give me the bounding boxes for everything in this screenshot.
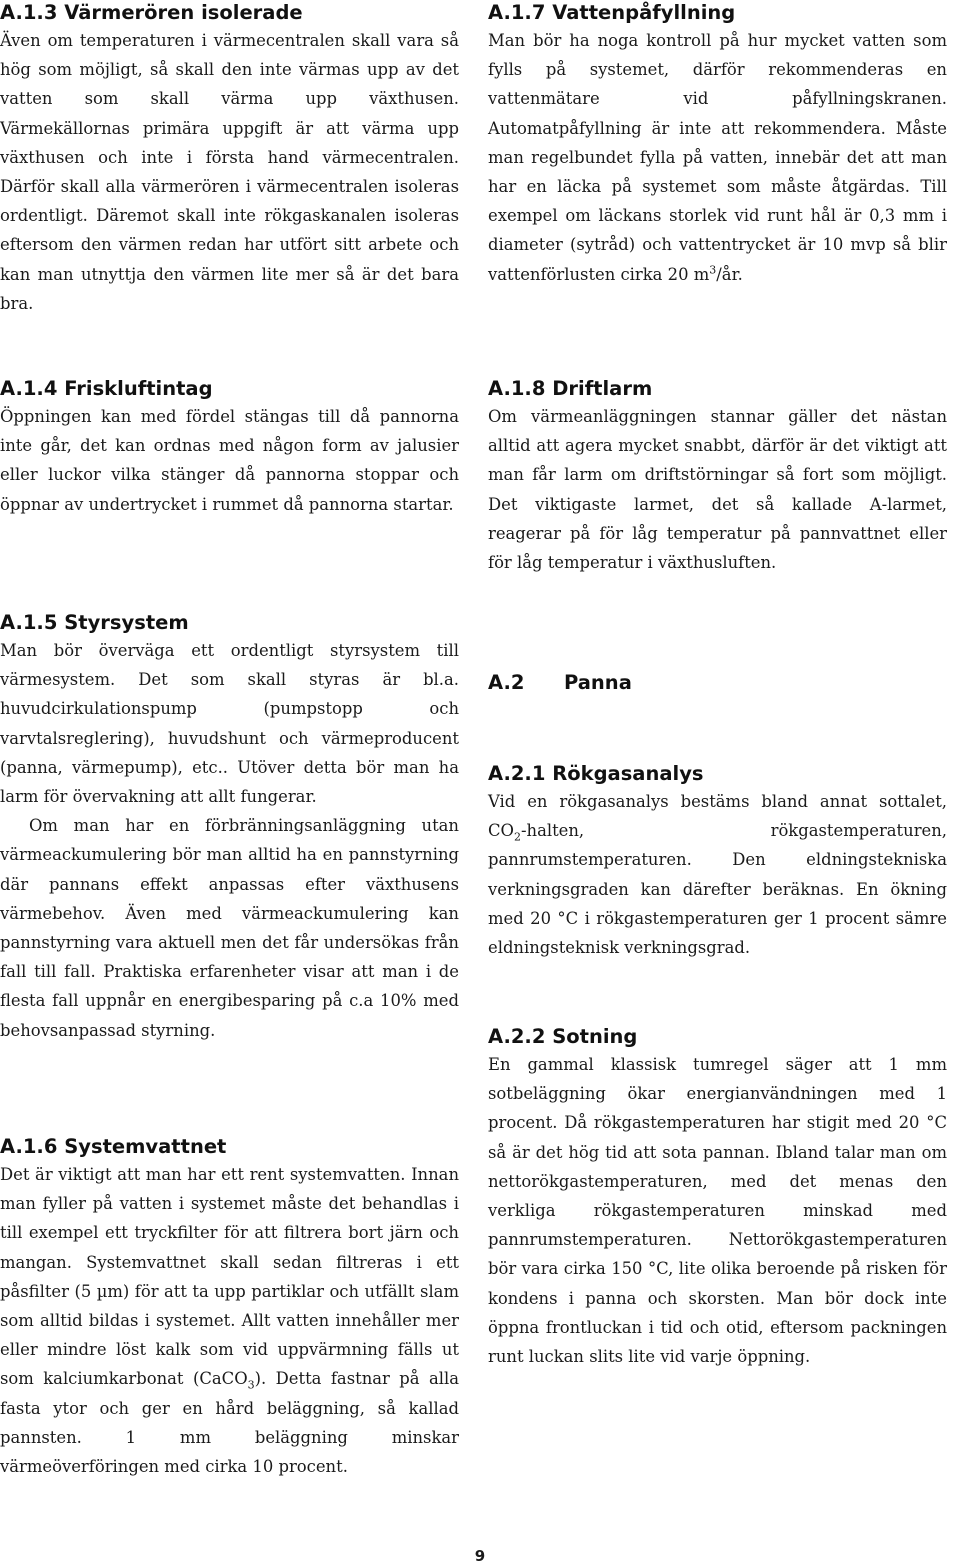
section-title: Vattenpåfyllning [552, 1, 736, 24]
section-number: A.1.8 [488, 377, 546, 400]
section-number: A.2.1 [488, 762, 546, 785]
section-heading [488, 0, 947, 26]
section-heading [488, 761, 947, 787]
section-a16 [0, 1134, 459, 1481]
paragraph: Om värmeanläggningen stannar gäller det nästan alltid att agera mycket snabbt, därför är det viktigt att man får larm om driftstörningar så fort som möjligt. Det viktigaste larmet, det så kallade A-larmet, reagerar på för låg temperatur på pannvattnet eller för låg temperatur i växthusluften. [488, 407, 947, 573]
section-heading [0, 376, 459, 402]
section-number: A.1.5 [0, 611, 58, 634]
section-a22 [488, 1024, 947, 1371]
paragraph: Man bör överväga ett ordentligt styrsystem till värmesystem. Det som skall styras är bl.a. huvudcirkulationspump (pumpstopp och varvtalsreglering), huvudshunt och värmeproducent (panna, värmepump), etc.. Utöver detta bör man ha larm för övervakning att allt fungerar. [0, 641, 459, 807]
paragraph: Öppningen kan med fördel stängas till då pannorna inte går, det kan ordnas med någon form av jalusier eller luckor vilka stänger då pannorna stoppar och öppnar av undertrycket i rummet då pannorna startar. [0, 407, 459, 514]
section-number: A.1.7 [488, 1, 546, 24]
section-title: Systemvattnet [64, 1135, 227, 1158]
superscript: 3 [709, 263, 717, 277]
section-title: Driftlarm [552, 377, 653, 400]
section-number: A.1.3 [0, 1, 58, 24]
page-number: 9 [474, 1547, 486, 1565]
paragraph: Även om temperaturen i värmecentralen skall vara så hög som möjligt, så skall den inte värmas upp av det vatten som skall värma upp växthusen. Värmekällornas primära uppgift är att värma upp växthusen och inte i första hand värmecentralen. Därför skall alla värmerören i värmecentralen isoleras ordentligt. Däremot skall inte rökgaskanalen isoleras eftersom den värmen redan har utfört sitt arbete och kan man utnyttja den värmen lite mer så är det bara bra. [0, 31, 459, 313]
section-number: A.1.6 [0, 1135, 58, 1158]
paragraph: En gammal klassisk tumregel säger att 1 mm sotbeläggning ökar energianvändningen med 1 procent. Då rökgastemperaturen har stigit med 20 °C så är det hög tid att sota pannan. Ibland talar man om nettorökgastemperaturen, med det menas den verkliga rökgastemperaturen minskad med pannrumstemperaturen. Nettorökgastemperaturen bör vara cirka 150 °C, lite olika beroende på risken för kondens i panna och skorsten. Man bör dock inte öppna frontluckan i tid och otid, eftersom packningen runt luckan slits lite vid varje öppning. [488, 1055, 947, 1367]
paragraph [0, 1160, 459, 1481]
section-a21 [488, 761, 947, 962]
section-number: A.2 [488, 671, 525, 694]
subscript: 3 [247, 1378, 255, 1392]
section-number: A.1.4 [0, 377, 58, 400]
section-title: Styrsystem [64, 611, 189, 634]
section-title: Rökgasanalys [552, 762, 704, 785]
section-a13 [0, 0, 459, 318]
text-run: ). Detta fastnar på alla fasta ytor och ger en hård beläggning, så kallad pannsten. 1 mm beläggning minskar värmeöverföringen med cirka 10 procent. [0, 1369, 459, 1477]
section-title: Friskluftintag [64, 377, 213, 400]
section-heading [488, 670, 947, 696]
section-title: Sotning [552, 1025, 638, 1048]
paragraph [488, 787, 947, 962]
section-a2 [488, 670, 947, 696]
text-run: Det är viktigt att man har ett rent systemvatten. Innan man fyller på vatten i systemet måste det behandlas i till exempel ett tryckfilter för att filtrera bort järn och mangan. Systemvattnet skall sedan filtreras i ett påsfilter (5 µm) för att ta upp partiklar och utfällt slam som alltid bildas i systemet. Allt vatten innehåller mer eller mindre löst kalk som vid uppvärmning fälls ut som kalciumkarbonat (CaCO [0, 1165, 459, 1389]
subscript: 2 [513, 830, 521, 844]
section-a18 [488, 376, 947, 577]
section-a15 [0, 610, 459, 1045]
text-run: Man bör ha noga kontroll på hur mycket vatten som fylls på systemet, därför rekommenderas en vattenmätare vid påfyllningskranen. Automatpåfyllning är inte att rekommendera. Måste man regelbundet fylla på vatten, innebär det att man har en läcka på systemet som måste åtgärdas. Till exempel om läckans storlek vid runt hål är 0,3 mm i diameter (sytråd) och vattentrycket är 10 mvp så blir vattenförlusten cirka 20 m [488, 31, 947, 284]
paragraph [488, 26, 947, 289]
section-a17 [488, 0, 947, 289]
section-title: Värmerören isolerade [64, 1, 303, 24]
section-heading [488, 1024, 947, 1050]
section-number: A.2.2 [488, 1025, 546, 1048]
paragraph: Om man har en förbränningsanläggning utan värmeackumulering bör man alltid ha en pannstyrning där pannans effekt anpassas efter växthusens värmebehov. Även med värmeackumulering kan pannstyrning vara aktuell men det får undersökas från fall till fall. Praktiska erfarenheter visar att man i de flesta fall uppnår en energibesparing på c.a 10% med behovsanpassad styrning. [0, 816, 459, 1040]
section-heading [0, 0, 459, 26]
section-heading [0, 1134, 459, 1160]
text-run: Vid en rökgasanalys bestäms bland annat sottalet, CO [488, 792, 947, 841]
section-a14 [0, 376, 459, 519]
text-run: /år. [716, 264, 743, 284]
text-run: -halten, rökgastemperaturen, pannrumstemperaturen. Den eldningstekniska verkningsgraden kan därefter beräknas. En ökning med 20 °C i rökgastemperaturen ger 1 procent sämre eldningsteknisk verkningsgrad. [488, 821, 947, 958]
section-heading [0, 610, 459, 636]
section-title: Panna [564, 671, 632, 694]
section-heading [488, 376, 947, 402]
